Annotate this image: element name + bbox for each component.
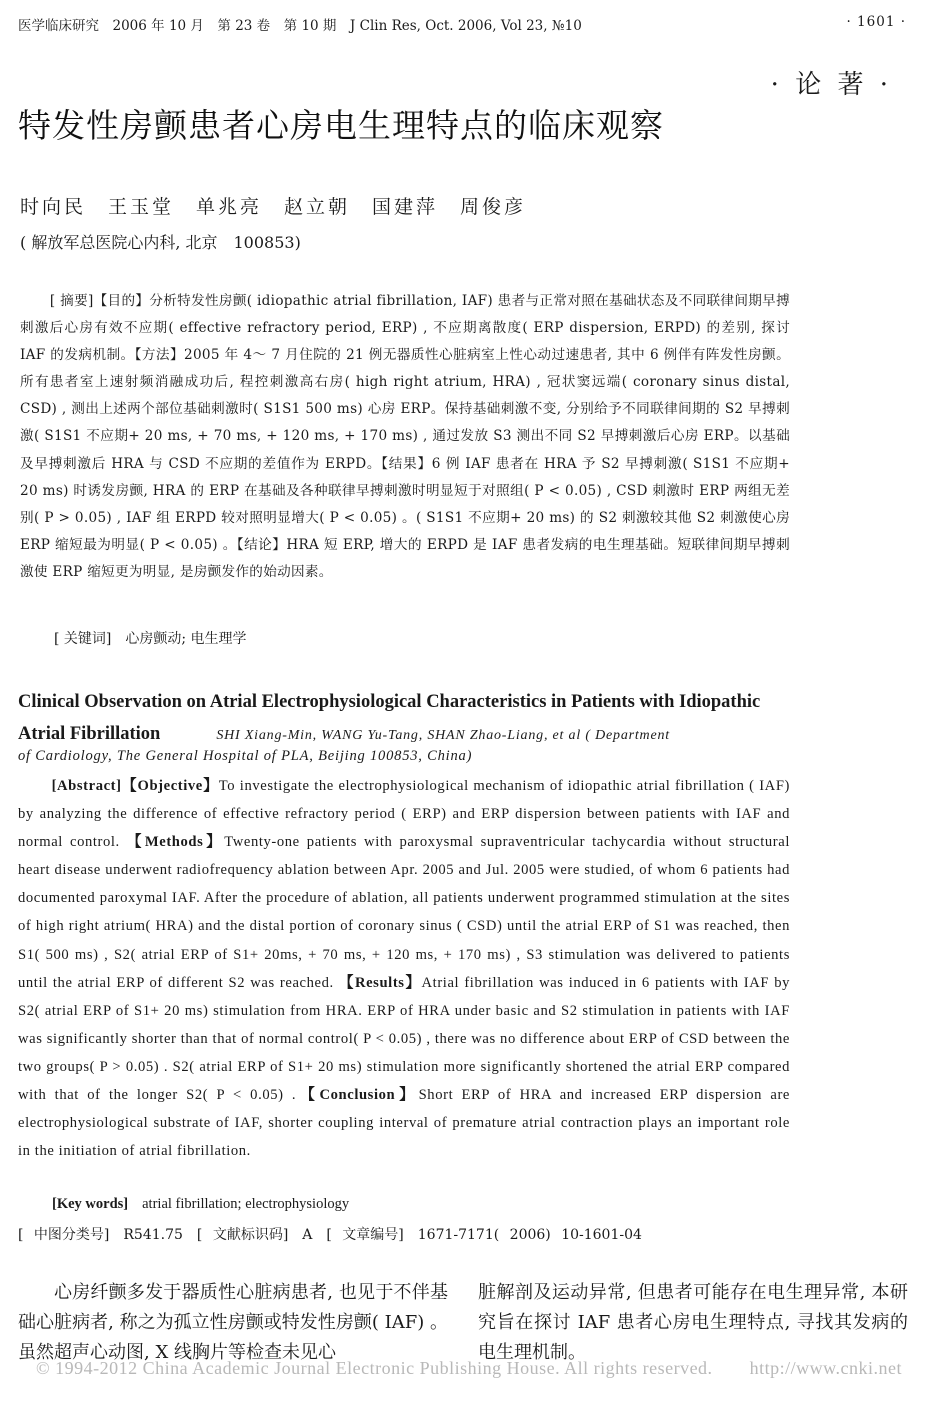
abstract-label: [Abstract] bbox=[51, 778, 122, 794]
english-affiliation: of Cardiology, The General Hospital of PLA, Beijing 100853, China) bbox=[18, 748, 473, 764]
article-title: 特发性房颤患者心房电生理特点的临床观察 bbox=[18, 106, 664, 145]
english-abstract bbox=[18, 772, 790, 1165]
chinese-keywords: [ 关键词] 心房颤动; 电生理学 bbox=[54, 631, 247, 647]
page-number: · 1601 · bbox=[846, 14, 906, 30]
results-label: 【Results】 bbox=[338, 974, 422, 991]
keywords-label: [Key words] bbox=[52, 1196, 129, 1212]
body-column-left: 心房纤颤多发于器质性心脏病患者, 也见于不伴基础心脏病者, 称之为孤立性房颤或特发性房颤( IAF) 。虽然超声心动图, X 线胸片等检查未见心 bbox=[18, 1282, 448, 1363]
objective-text: To investigate the electrophysiological mechanism of idiopathic atrial fibrillation ( IAF) by analyzing the difference of effective refractory period ( ERP) and ERP dispersion between patients with IAF and normal control. bbox=[18, 778, 791, 851]
chinese-abstract: [ 摘要]【目的】分析特发性房颤( idiopathic atrial fibrillation, IAF) 患者与正常对照在基础状态及不同联律间期早搏刺激后心房有效不应期( effective refractory period, ERP) , 不应期离散度( ERP dispersion, ERPD) 的差别, 探讨 IAF 的发病机制。【方法】2005 年 4～ 7 月住院的 21 例无器质性心脏病室上性心动过速患者, 其中 6 例伴有阵发性房颤。所有患者室上速射频消融成功后, 程控刺激高右房( high right atrium, HRA) , 冠状窦远端( coronary sinus distal, CSD) , 测出上述两个部位基础刺激时( S1S1 500 ms) 心房 ERP。保持基础刺激不变, 分别给予不同联律间期的 S2 早搏刺激( S1S1 不应期+ 20 ms, + 70 ms, + 120 ms, + 170 ms) , 通过发放 S3 测出不同 S2 早搏刺激后心房 ERP。以基础及早搏刺激后 HRA 与 CSD 不应期的差值作为 ERPD。【结果】6 例 IAF 患者在 HRA 予 S2 早搏刺激( S1S1 不应期+ 20 ms) 时诱发房颤, HRA 的 ERP 在基础及各种联律早搏刺激时明显短于对照组( P < 0.05) , CSD 刺激时 ERP 两组无差别( P > 0.05) , IAF 组 ERPD 较对照明显增大( P < 0.05) 。( S1S1 不应期+ 20 ms) 的 S2 刺激较其他 S2 刺激使心房 ERP 缩短最为明显( P < 0.05) 。【结论】HRA 短 ERP, 增大的 ERPD 是 IAF 患者发病的电生理基础。短联律间期早搏刺激使 ERP 缩短更为明显, 是房颤发作的始动因素。 bbox=[20, 293, 790, 580]
results-text: Atrial fibrillation was induced in 6 patients with IAF by S2( atrial ERP of S1+ 20 ms) stimulation from HRA. ERP of HRA under basic and S2 stimulation in patients with IAF was significantly shorter than that of normal control( P < 0.05) , there was no difference about ERP of CSD between the two groups( P > 0.05) . S2( atrial ERP of S1+ 20 ms) stimulation more significantly shortened the atrial ERP compared with that of the longer S2( P < 0.05) . bbox=[18, 974, 791, 1104]
methods-label: 【Methods】 bbox=[126, 834, 225, 851]
english-authors: SHI Xiang-Min, WANG Yu-Tang, SHAN Zhao-Liang, et al ( Department bbox=[216, 728, 670, 743]
copyright-text: © 1994-2012 China Academic Journal Electronic Publishing House. All rights reserved. bbox=[36, 1358, 713, 1378]
conclusion-label: 【Conclusion】 bbox=[296, 1087, 419, 1104]
running-header bbox=[18, 14, 930, 34]
english-keywords bbox=[52, 1196, 349, 1213]
objective-label: 【Objective】 bbox=[121, 778, 219, 794]
section-tag: · 论 著 · bbox=[770, 70, 892, 100]
copyright-url: http://www.cnki.net bbox=[749, 1358, 902, 1378]
methods-text: Twenty-one patients with paroxysmal supraventricular tachycardia without structural heart disease underwent radiofrequency ablation between Apr. 2005 and Jul. 2005 were studied, of whom 6 patients had documented paroxymal IAF. After the procedure of ablation, all patients underwent programmed stimulation at the sites of high right atrium( HRA) and the distal portion of coronary sinus ( CSD) until the atrial ERP of S1 was reached, then S1( 500 ms) , S2( atrial ERP of S1+ 20ms, + 70 ms, + 120 ms, + 170 ms) , S3 stimulation was delivered to patients until the atrial ERP of different S2 was reached. bbox=[18, 834, 790, 991]
copyright-watermark bbox=[36, 1358, 936, 1379]
authors: 时向民 王玉堂 单兆亮 赵立朝 国建萍 周俊彦 bbox=[20, 196, 527, 218]
english-title: Clinical Observation on Atrial Electrophysiological Characteristics in Patients with Idiopathic Atrial Fibrillation bbox=[18, 692, 761, 744]
journal-line: 医学临床研究 2006 年 10 月 第 23 卷 第 10 期 J Clin Res, Oct. 2006, Vol 23, №10 bbox=[18, 18, 582, 34]
keywords-value: atrial fibrillation; electrophysiology bbox=[142, 1196, 350, 1212]
english-title-block bbox=[18, 686, 793, 752]
affiliation: ( 解放军总医院心内科, 北京 100853) bbox=[20, 233, 301, 252]
conclusion-text: Short ERP of HRA and increased ERP dispersion are electrophysiological substrate of IAF, shorter coupling interval of premature atrial contraction plays an important role in the initiation of atrial fibrillation. bbox=[18, 1087, 790, 1160]
classification-line: [ 中图分类号] R541.75 [ 文献标识码] A [ 文章编号] 1671-7171( 2006) 10-1601-04 bbox=[18, 1227, 642, 1243]
body-column-right: 脏解剖及运动异常, 但患者可能存在电生理异常, 本研究旨在探讨 IAF 患者心房电生理特点, 寻找其发病的电生理机制。 bbox=[478, 1282, 908, 1363]
